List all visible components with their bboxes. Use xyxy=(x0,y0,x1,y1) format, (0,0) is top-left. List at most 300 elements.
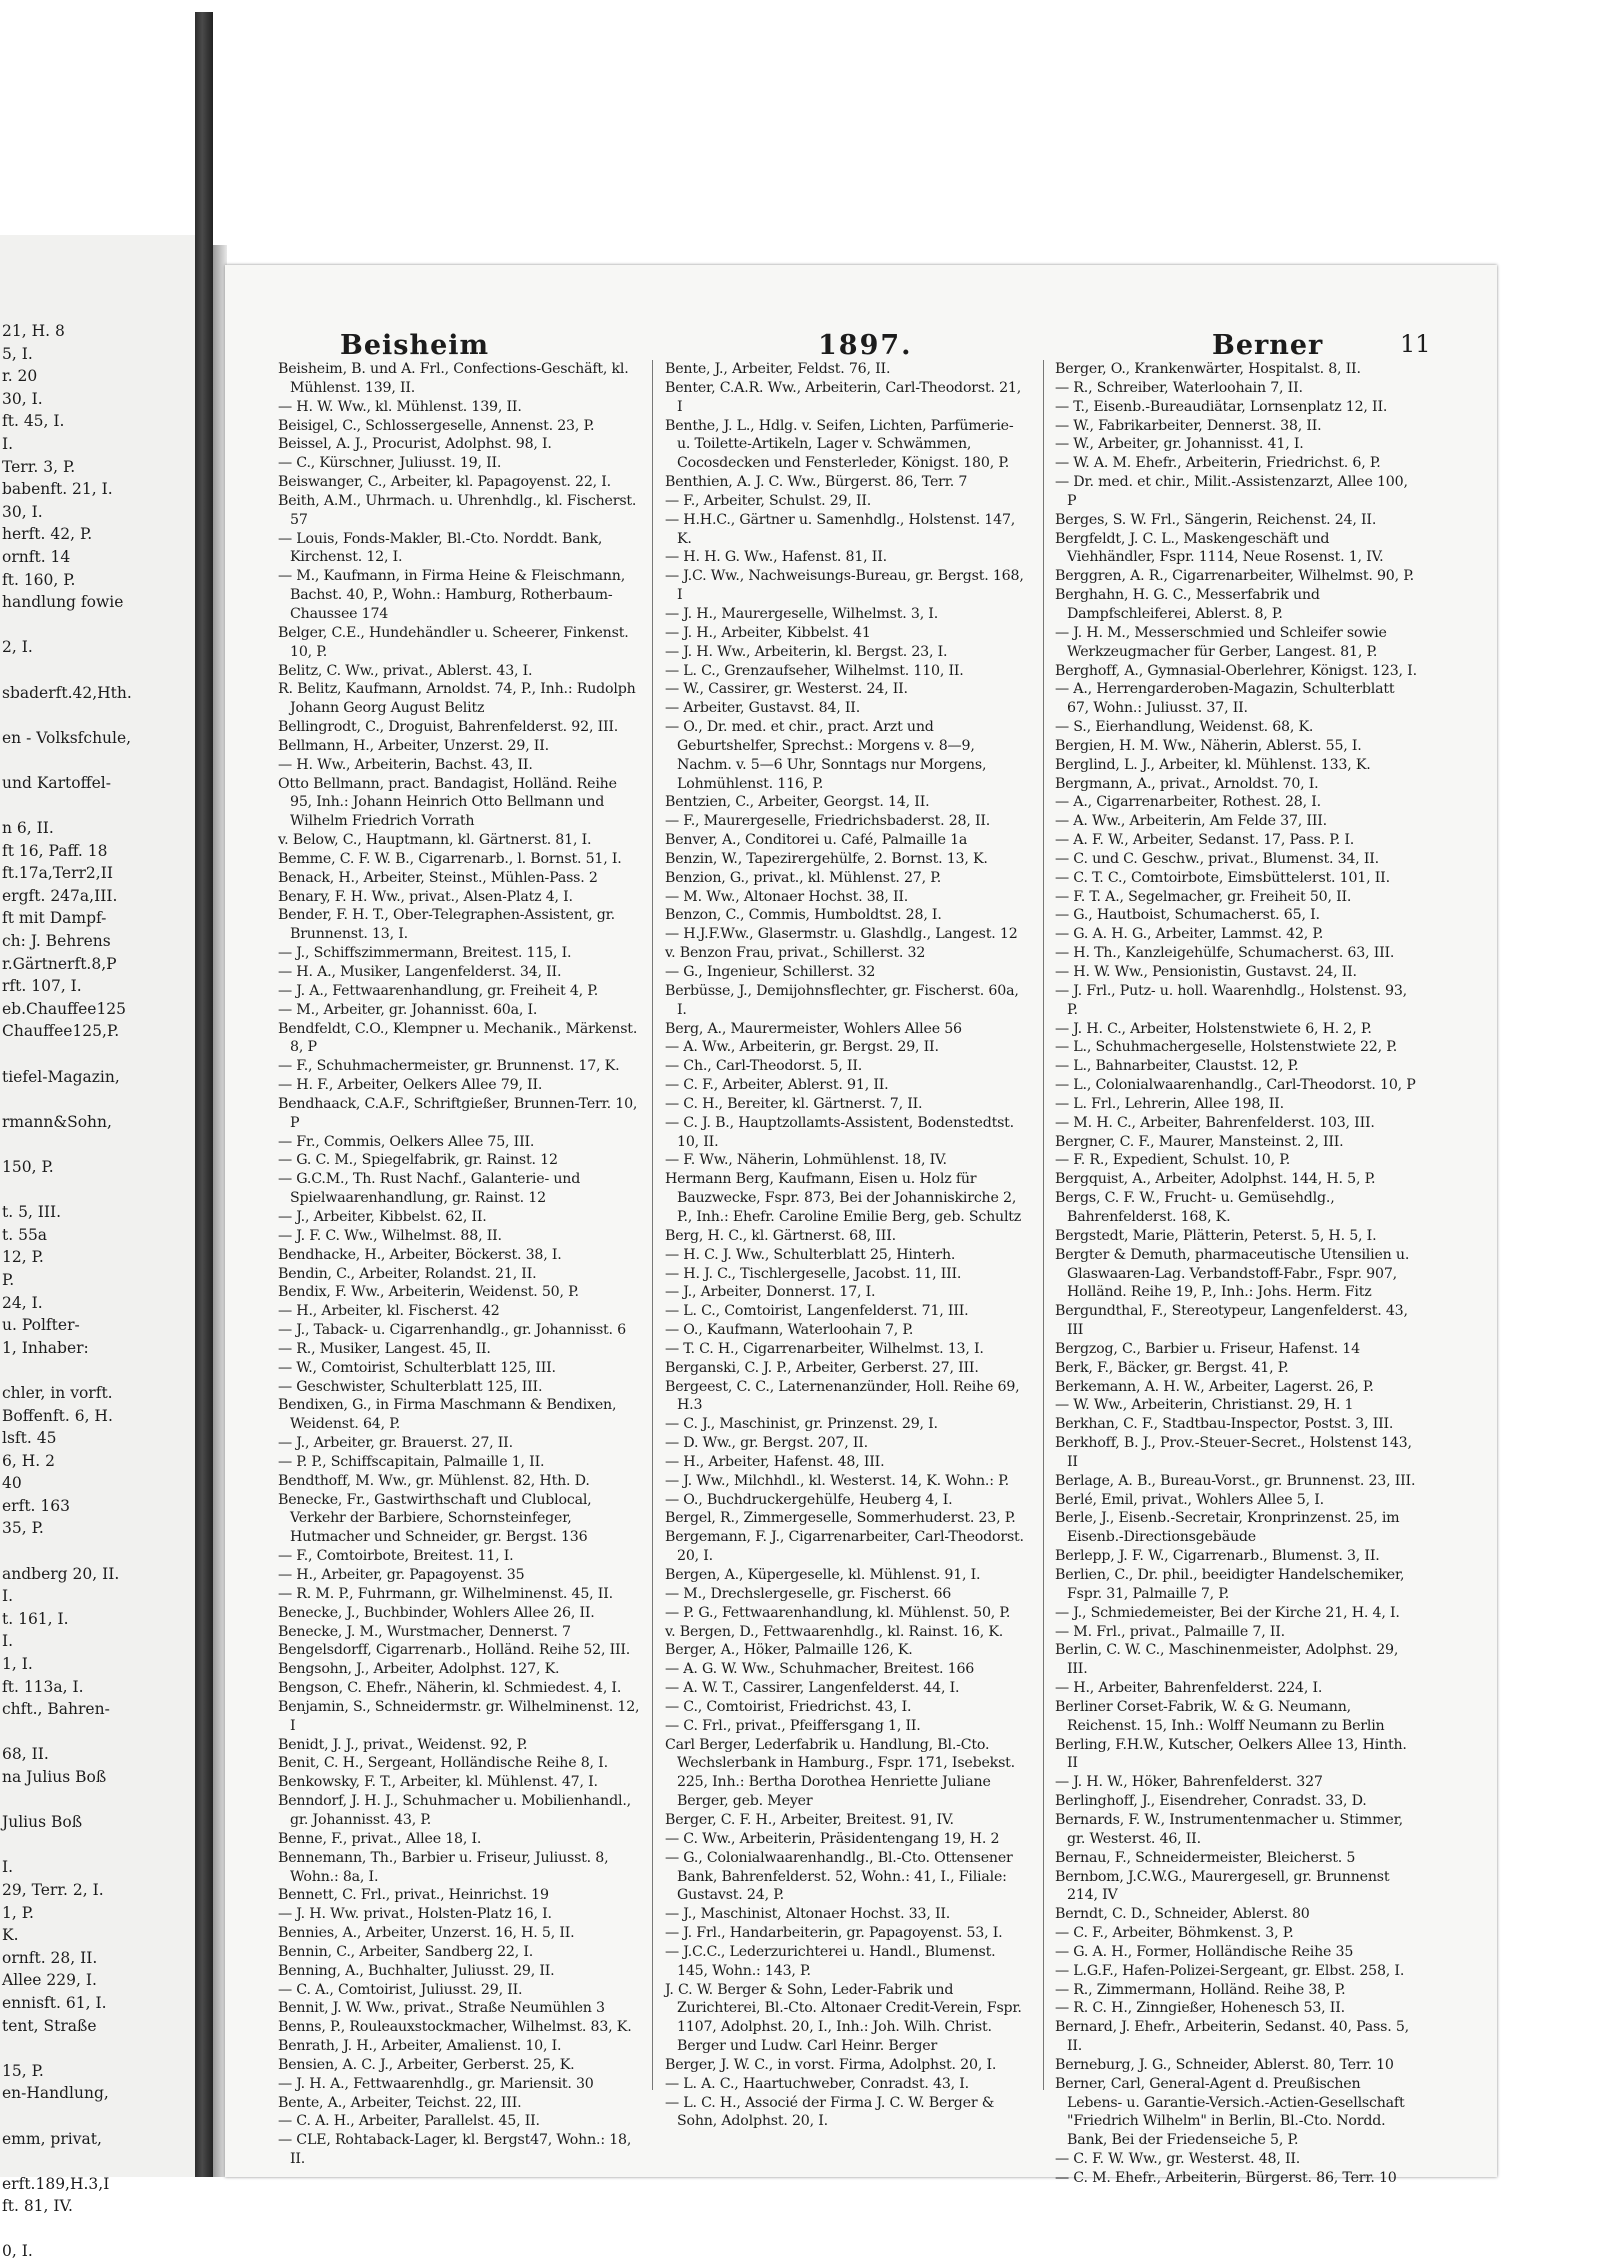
directory-entry: Bendix, F. Ww., Arbeiterin, Weidenst. 50, P. xyxy=(278,1284,579,1301)
directory-entry: Bennies, A., Arbeiter, Unzerst. 16, H. 5, II. xyxy=(278,1925,575,1942)
directory-entry: — C. A. H., Arbeiter, Parallelst. 45, II. xyxy=(278,2113,540,2130)
directory-entry: — J. Frl., Putz- u. holl. Waarenhdlg., Holstenst. 93, P. xyxy=(1055,982,1407,1018)
directory-entry: — J. H., Maurergeselle, Wilhelmst. 3, I. xyxy=(665,605,939,622)
directory-entry: — J., Maschinist, Altonaer Hochst. 33, II. xyxy=(665,1906,951,1923)
directory-entry: — F. R., Expedient, Schulst. 10, P. xyxy=(1055,1152,1291,1169)
directory-entry: — J., Arbeiter, Donnerst. 17, I. xyxy=(665,1284,876,1301)
previous-page-line: lsft. 45 xyxy=(2,1429,57,1448)
directory-entry: — L. C. H., Associé der Firma J. C. W. Berger & Sohn, Adolphst. 20, I. xyxy=(665,2094,995,2130)
directory-entry: Beiswanger, C., Arbeiter, kl. Papagoyenst. 22, I. xyxy=(278,474,611,491)
directory-entry: Beith, A.M., Uhrmach. u. Uhrenhdlg., kl. Fischerst. 57 xyxy=(278,492,637,528)
previous-page-line: I. xyxy=(2,1587,14,1606)
previous-page-line: 30, I. xyxy=(2,502,43,521)
previous-page-line: 30, I. xyxy=(2,389,43,408)
previous-page-line xyxy=(0,1359,195,1382)
directory-entry: — F., Schuhmachermeister, gr. Brunnenst. 17, K. xyxy=(278,1058,620,1075)
directory-entry: — R., Musiker, Langest. 45, II. xyxy=(278,1340,491,1357)
directory-entry: — W., Fabrikarbeiter, Dennerst. 38, II. xyxy=(1055,417,1322,434)
directory-entry: Berger, J. W. C., in vorst. Firma, Adolphst. 20, I. xyxy=(665,2056,997,2073)
directory-entry: Benkowsky, F. T., Arbeiter, kl. Mühlenst. 47, I. xyxy=(278,1774,598,1791)
directory-entry: Bengelsdorff, Cigarrenarb., Holländ. Reihe 52, III. xyxy=(278,1642,631,1659)
previous-page-line: u. Polfter- xyxy=(2,1316,80,1335)
previous-page-line: P. xyxy=(2,1270,15,1289)
directory-entry: — O., Kaufmann, Waterloohain 7, P. xyxy=(665,1322,914,1339)
directory-entry: — J. H. A., Fettwaarenhdlg., gr. Mariensit. 30 xyxy=(278,2075,594,2092)
directory-entry: Berkhoff, B. J., Prov.-Steuer-Secret., Holstenst 143, II xyxy=(1055,1435,1412,1470)
directory-entry: Benver, A., Conditorei u. Café, Palmaille 1a xyxy=(665,832,968,849)
previous-page-line: ennisft. 61, I. xyxy=(2,1993,107,2012)
directory-entry: — W. A. M. Ehefr., Arbeiterin, Friedrichst. 6, P. xyxy=(1055,455,1381,472)
previous-page-line: 5, I. xyxy=(2,344,33,363)
directory-entry: — J.C. Ww., Nachweisungs-Bureau, gr. Bergst. 168, I xyxy=(665,568,1024,604)
directory-entry: Benjamin, S., Schneidermstr. gr. Wilhelminenst. 12, I xyxy=(278,1698,640,1734)
directory-entry: — J. H., Arbeiter, Kibbelst. 41 xyxy=(665,624,871,641)
previous-page-line: herft. 42, P. xyxy=(2,525,93,544)
previous-page-line xyxy=(0,2105,195,2128)
previous-page-line xyxy=(0,1721,195,1744)
previous-page-line: n 6, II. xyxy=(2,819,54,838)
previous-page-line xyxy=(0,2150,195,2173)
directory-entry: Berg, H. C., kl. Gärtnerst. 68, III. xyxy=(665,1227,896,1244)
directory-entry: — J. F. C. Ww., Wilhelmst. 88, II. xyxy=(278,1227,502,1244)
directory-entry: Bergs, C. F. W., Frucht- u. Gemüsehdlg., Bahrenfelderst. 168, K. xyxy=(1055,1190,1335,1225)
directory-entry: — J. A., Fettwaarenhandlung, gr. Freiheit 4, P. xyxy=(278,982,599,999)
directory-entry: Bender, F. H. T., Ober-Telegraphen-Assistent, gr. Brunnenst. 13, I. xyxy=(278,907,615,943)
directory-entry: — H.H.C., Gärtner u. Samenhdlg., Holstenst. 147, K. xyxy=(665,511,1016,547)
previous-page-line: 1, P. xyxy=(2,1903,34,1922)
previous-page-line: ft. 160, P. xyxy=(2,570,76,589)
directory-entry: — T., Eisenb.-Bureaudiätar, Lornsenplatz 12, II. xyxy=(1055,398,1388,415)
directory-entry: — H. A., Musiker, Langenfelderst. 34, II. xyxy=(278,964,562,980)
previous-page-line: 6, H. 2 xyxy=(2,1451,55,1470)
directory-entry: — R., Zimmermann, Holländ. Reihe 38, P. xyxy=(1055,1981,1346,1998)
previous-page-line xyxy=(0,794,195,817)
previous-page-line: ft.17a,Terr2,II xyxy=(2,864,113,883)
previous-page-line: ergft. 247a,III. xyxy=(2,886,118,905)
previous-page-line xyxy=(0,1133,195,1156)
directory-entry: — J.C.C., Lederzurichterei u. Handl., Blumenst. 145, Wohn.: 143, P. xyxy=(665,1943,996,1979)
previous-page-line xyxy=(0,614,195,637)
directory-entry: — L. C., Grenzaufseher, Wilhelmst. 110, II. xyxy=(665,662,964,679)
directory-entry: — J., Schiffszimmermann, Breitest. 115, I. xyxy=(278,945,572,962)
directory-entry: — L., Bahnarbeiter, Claustst. 12, P. xyxy=(1055,1058,1299,1075)
previous-page-line: ft. 45, I. xyxy=(2,412,65,431)
previous-page-text xyxy=(0,320,195,2263)
directory-entry: — L. A. C., Haartuchweber, Conradst. 43, I. xyxy=(665,2075,969,2092)
directory-entry: — J. H. Ww. privat., Holsten-Platz 16, I. xyxy=(278,1906,552,1923)
directory-entry: — H.J.F.Ww., Glasermstr. u. Glashdlg., Langest. 12 xyxy=(665,926,1018,943)
previous-page-line xyxy=(0,1179,195,1202)
directory-entry: Otto Bellmann, pract. Bandagist, Holländ. Reihe 95, Inh.: Johann Heinrich Otto Bellmann und Wilhelm Friedrich Vorrath xyxy=(278,775,617,830)
directory-entry: Bergner, C. F., Maurer, Mansteinst. 2, III. xyxy=(1055,1133,1344,1150)
directory-entry: Berges, S. W. Frl., Sängerin, Reichenst. 24, II. xyxy=(1055,511,1377,528)
previous-page-line: erft. 163 xyxy=(2,1496,70,1515)
directory-column-1 xyxy=(278,360,640,2168)
directory-entry: Berliner Corset-Fabrik, W. & G. Neumann, Reichenst. 15, Inh.: Wolff Neumann zu Berlin xyxy=(1055,1698,1385,1734)
directory-entry: — H. Th., Kanzleigehülfe, Schumacherst. 63, III. xyxy=(1055,945,1395,962)
previous-page-line: 2, I. xyxy=(2,638,33,657)
directory-entry: Berg, A., Maurermeister, Wohlers Allee 56 xyxy=(665,1020,962,1037)
directory-entry: — H., Arbeiter, kl. Fischerst. 42 xyxy=(278,1303,500,1320)
directory-entry: — W., Cassirer, gr. Westerst. 24, II. xyxy=(665,681,908,698)
directory-entry: — CLE, Rohtaback-Lager, kl. Bergst47, Wohn.: 18, II. xyxy=(278,2132,632,2168)
directory-entry: — A. G. W. Ww., Schuhmacher, Breitest. 166 xyxy=(665,1661,975,1678)
directory-entry: — L.G.F., Hafen-Polizei-Sergeant, gr. Elbst. 258, I. xyxy=(1055,1962,1405,1979)
previous-page-line: t. 161, I. xyxy=(2,1609,69,1628)
previous-page-line: Boffenft. 6, H. xyxy=(2,1406,113,1425)
directory-entry: — G., Ingenieur, Schillerst. 32 xyxy=(665,964,876,980)
directory-entry: — Dr. med. et chir., Milit.-Assistenzarzt, Allee 100, P xyxy=(1055,474,1408,509)
directory-entry: — S., Eierhandlung, Weidenst. 68, K. xyxy=(1055,719,1314,736)
column-divider xyxy=(652,360,653,2090)
directory-entry: Berlé, Emil, privat., Wohlers Allee 5, I. xyxy=(1055,1491,1324,1508)
directory-entry: — M. H. C., Arbeiter, Bahrenfelderst. 103, III. xyxy=(1055,1114,1375,1131)
directory-entry: — O., Buchdruckergehülfe, Heuberg 4, I. xyxy=(665,1491,953,1508)
previous-page-line: Chauffee125,P. xyxy=(2,1022,120,1041)
directory-entry: — A. Ww., Arbeiterin, gr. Bergst. 29, II. xyxy=(665,1039,939,1056)
directory-entry: Bengson, C. Ehefr., Näherin, kl. Schmiedest. 4, I. xyxy=(278,1680,622,1697)
directory-entry: Bergter & Demuth, pharmaceutische Utensilien u. Glaswaaren-Lag. Verbandstoff-Fabr., Fspr. 907, Holländ. Reihe 19, P., Inh.: Johs. Herm. Fitz xyxy=(1055,1246,1410,1301)
previous-page-line: t. 55a xyxy=(2,1225,48,1244)
previous-page-line: 1, Inhaber: xyxy=(2,1338,89,1357)
directory-entry: Bente, J., Arbeiter, Feldst. 76, II. xyxy=(665,361,891,377)
previous-page-line: 35, P. xyxy=(2,1519,44,1538)
directory-entry: Bendthoff, M. Ww., gr. Mühlenst. 82, Hth. D. xyxy=(278,1472,590,1489)
previous-page-line: 1, I. xyxy=(2,1655,33,1674)
directory-entry: — J. H. Ww., Arbeiterin, kl. Bergst. 23, I. xyxy=(665,643,948,660)
directory-entry: — H. H. G. Ww., Hafenst. 81, II. xyxy=(665,549,887,566)
previous-page-line: chler, in vorft. xyxy=(2,1383,113,1402)
directory-entry: — F., Maurergeselle, Friedrichsbaderst. 28, II. xyxy=(665,813,991,830)
previous-page-line: Allee 229, I. xyxy=(2,1971,97,1990)
previous-page-line: 29, Terr. 2, I. xyxy=(2,1880,104,1899)
directory-entry: — J., Schmiedemeister, Bei der Kirche 21, H. 4, I. xyxy=(1055,1604,1400,1621)
directory-entry: Berbüsse, J., Demijohnsflechter, gr. Fischerst. 60a, I. xyxy=(665,982,1019,1018)
directory-entry: — C. T. C., Comtoirbote, Eimsbüttelerst. 101, II. xyxy=(1055,869,1390,886)
previous-page-line xyxy=(0,659,195,682)
directory-entry: Berger, C. F. H., Arbeiter, Breitest. 91, IV. xyxy=(665,1811,954,1828)
directory-entry: Hermann Berg, Kaufmann, Eisen u. Holz für Bauzwecke, Fspr. 873, Bei der Johanniskirche 2, P., Inh.: Ehefr. Caroline Emilie Berg, geb. Schultz xyxy=(665,1171,1022,1225)
previous-page-line: t. 5, III. xyxy=(2,1203,62,1222)
directory-entry: Berglind, L. J., Arbeiter, kl. Mühlenst. 133, K. xyxy=(1055,756,1371,773)
directory-entry: Benndorf, J. H. J., Schuhmacher u. Mobilienhandl., gr. Johannisst. 43, P. xyxy=(278,1793,631,1828)
directory-entry: Berlepp, J. F. W., Cigarrenarb., Blumenst. 3, II. xyxy=(1055,1548,1380,1565)
previous-page-line: rft. 107, I. xyxy=(2,977,82,996)
directory-entry: Bernau, F., Schneidermeister, Bleicherst. 5 xyxy=(1055,1849,1356,1866)
directory-entry: Bergmann, A., privat., Arnoldst. 70, I. xyxy=(1055,775,1319,792)
directory-entry: Berneburg, J. G., Schneider, Ablerst. 80, Terr. 10 xyxy=(1055,2056,1394,2073)
page-number: 11 xyxy=(1400,330,1431,358)
directory-entry: — C. J. B., Hauptzollamts-Assistent, Bodenstedtst. 10, II. xyxy=(665,1114,1014,1150)
previous-page-line: 68, II. xyxy=(2,1745,49,1764)
column-divider xyxy=(1043,360,1044,2090)
directory-entry: Benack, H., Arbeiter, Steinst., Mühlen-Pass. 2 xyxy=(278,869,598,886)
directory-entry: Bergfeldt, J. C. L., Maskengeschäft und Viehhändler, Fspr. 1114, Neue Rosenst. 1, IV. xyxy=(1055,530,1384,566)
directory-entry: Berle, J., Eisenb.-Secretair, Kronprinzenst. 25, im Eisenb.-Directionsgebäude xyxy=(1055,1510,1400,1546)
directory-entry: — L. C., Comtoirist, Langenfelderst. 71, III. xyxy=(665,1303,969,1320)
previous-page-line: Terr. 3, P. xyxy=(2,457,76,476)
directory-entry: Bergel, R., Zimmergeselle, Sommerhuderst. 23, P. xyxy=(665,1510,1016,1527)
directory-entry: Berkhan, C. F., Stadtbau-Inspector, Postst. 3, III. xyxy=(1055,1416,1394,1433)
previous-page-line: en-Handlung, xyxy=(2,2084,109,2103)
directory-entry: — Fr., Commis, Oelkers Allee 75, III. xyxy=(278,1133,535,1150)
directory-entry: — A., Herrengarderoben-Magazin, Schulterblatt 67, Wohn.: Juliusst. 37, II. xyxy=(1055,681,1395,717)
directory-entry: Benrath, J. H., Arbeiter, Amalienst. 10, I. xyxy=(278,2038,562,2055)
directory-entry: — C., Kürschner, Juliusst. 19, II. xyxy=(278,455,502,472)
directory-entry: Bergquist, A., Arbeiter, Adolphst. 144, H. 5, P. xyxy=(1055,1171,1376,1188)
directory-entry: Berkemann, A. H. W., Arbeiter, Lagerst. 26, P. xyxy=(1055,1378,1374,1395)
directory-entry: Berggren, A. R., Cigarrenarbeiter, Wilhelmst. 90, P. xyxy=(1055,568,1414,585)
previous-page-line: 40 xyxy=(2,1474,22,1493)
directory-entry: Berlinghoff, J., Eisendreher, Conradst. 33, D. xyxy=(1055,1793,1367,1810)
directory-entry: — G., Hautboist, Schumacherst. 65, I. xyxy=(1055,907,1320,924)
previous-page-line: 15, P. xyxy=(2,2061,44,2080)
header-last-name: Berner xyxy=(1212,330,1324,361)
directory-entry: v. Below, C., Hauptmann, kl. Gärtnerst. 81, I. xyxy=(278,832,592,849)
directory-entry: Benning, A., Buchhalter, Juliusst. 29, II. xyxy=(278,1962,555,1979)
directory-entry: — P. P., Schiffscapitain, Palmaille 1, II. xyxy=(278,1453,545,1470)
directory-entry: — W., Comtoirist, Schulterblatt 125, III. xyxy=(278,1359,556,1376)
directory-entry: Bernbom, J.C.W.G., Maurergesell, gr. Brunnenst 214, IV xyxy=(1055,1868,1390,1904)
previous-page-line xyxy=(0,1834,195,1857)
previous-page-line: emm, privat, xyxy=(2,2129,102,2148)
directory-entry: — G. A. H., Former, Holländische Reihe 35 xyxy=(1055,1943,1354,1960)
directory-entry: — M., Arbeiter, gr. Johannisst. 60a, I. xyxy=(278,1001,538,1018)
directory-entry: — J., Arbeiter, Kibbelst. 62, II. xyxy=(278,1208,487,1225)
directory-entry: — C. und C. Geschw., privat., Blumenst. 34, II. xyxy=(1055,850,1379,867)
directory-entry: Bellmann, H., Arbeiter, Unzerst. 29, II. xyxy=(278,737,549,754)
directory-entry: — J. Frl., Handarbeiterin, gr. Papagoyenst. 53, I. xyxy=(665,1925,1003,1942)
directory-entry: Bendfeldt, C.O., Klempner u. Mechanik., Märkenst. 8, P xyxy=(278,1020,638,1056)
directory-entry: Bergeest, C. C., Laternenanzünder, Holl. Reihe 69, H.3 xyxy=(665,1378,1020,1414)
directory-entry: Berndt, C. D., Schneider, Ablerst. 80 xyxy=(1055,1906,1310,1923)
directory-entry: Benzin, W., Tapezirergehülfe, 2. Bornst. 13, K. xyxy=(665,850,988,867)
previous-page-line: erft.189,H.3,I xyxy=(2,2174,110,2193)
directory-entry: Berlage, A. B., Bureau-Vorst., gr. Brunnenst. 23, III. xyxy=(1055,1472,1416,1489)
directory-entry: Bendhaack, C.A.F., Schriftgießer, Brunnen-Terr. 10, P xyxy=(278,1095,638,1131)
previous-page-line xyxy=(0,704,195,727)
directory-entry: Belitz, C. Ww., privat., Ablerst. 43, I. xyxy=(278,662,533,679)
previous-page-line: 12, P. xyxy=(2,1248,44,1267)
directory-entry: Beisheim, B. und A. Frl., Confections-Geschäft, kl. Mühlenst. 139, II. xyxy=(278,361,629,396)
directory-entry: — H. Ww., Arbeiterin, Bachst. 43, II. xyxy=(278,756,533,773)
directory-entry: — C. F., Arbeiter, Böhmkenst. 3, P. xyxy=(1055,1925,1294,1942)
previous-page-edge xyxy=(0,235,195,2261)
directory-entry: v. Benzon Frau, privat., Schillerst. 32 xyxy=(665,945,926,962)
previous-page-line: ft. 113a, I. xyxy=(2,1677,84,1696)
previous-page-line: rmann&Sohn, xyxy=(2,1112,112,1131)
directory-entry: Bernard, J. Ehefr., Arbeiterin, Sedanst. 40, Pass. 5, II. xyxy=(1055,2019,1409,2055)
directory-entry: — A. F. W., Arbeiter, Sedanst. 17, Pass. P. I. xyxy=(1055,832,1355,849)
directory-entry: Berghoff, A., Gymnasial-Oberlehrer, Königst. 123, I. xyxy=(1055,662,1417,679)
directory-entry: — H., Arbeiter, Hafenst. 48, III. xyxy=(665,1453,885,1470)
directory-entry: — C. M. Ehefr., Arbeiterin, Bürgerst. 86, Terr. 10 xyxy=(1055,2170,1397,2186)
previous-page-line: ft. 81, IV. xyxy=(2,2197,73,2216)
directory-entry: — H. C. J. Ww., Schulterblatt 25, Hinterh. xyxy=(665,1246,956,1263)
directory-entry: — H. J. C., Tischlergeselle, Jacobst. 11, III. xyxy=(665,1265,962,1282)
directory-entry: Bergzog, C., Barbier u. Friseur, Hafenst. 14 xyxy=(1055,1340,1360,1357)
previous-page-line: andberg 20, II. xyxy=(2,1564,120,1583)
directory-entry: — M., Drechslergeselle, gr. Fischerst. 66 xyxy=(665,1585,952,1602)
directory-entry: — C. Ww., Arbeiterin, Präsidentengang 19, H. 2 xyxy=(665,1830,1000,1847)
directory-entry: — J. Ww., Milchhdl., kl. Westerst. 14, K. Wohn.: P. xyxy=(665,1472,1009,1489)
previous-page-line: na Julius Boß xyxy=(2,1768,107,1786)
directory-entry: Berner, Carl, General-Agent d. Preußischen Lebens- u. Garantie-Versich.-Actien-Gesellschaft "Friedrich Wilhelm" in Berlin, Bl.-Cto. Nordd. Bank, Bei der Friedenseiche 5, P. xyxy=(1055,2075,1405,2149)
directory-entry: — M. Ww., Altonaer Hochst. 38, II. xyxy=(665,888,909,905)
directory-entry: Carl Berger, Lederfabrik u. Handlung, Bl.-Cto. Wechslerbank in Hamburg., Fspr. 171, Isebekst. 225, Inh.: Bertha Dorothea Henriette Juliane Berger, geb. Meyer xyxy=(665,1736,1015,1810)
directory-entry: — J. H. W., Höker, Bahrenfelderst. 327 xyxy=(1055,1774,1323,1791)
directory-entry: — L., Colonialwaarenhandlg., Carl-Theodorst. 10, P xyxy=(1055,1077,1416,1094)
directory-entry: Benary, F. H. Ww., privat., Alsen-Platz 4, I. xyxy=(278,888,573,905)
directory-entry: — G. C. M., Spiegelfabrik, gr. Rainst. 12 xyxy=(278,1152,558,1169)
directory-entry: Bendixen, G., in Firma Maschmann & Bendixen, Weidenst. 64, P. xyxy=(278,1397,617,1433)
directory-entry: — Louis, Fonds-Makler, Bl.-Cto. Norddt. Bank, Kirchenst. 12, I. xyxy=(278,530,603,566)
previous-page-line: K. xyxy=(2,1926,19,1945)
directory-entry: Bergundthal, F., Stereotypeur, Langenfelderst. 43, III xyxy=(1055,1303,1408,1339)
directory-entry: — A. W. T., Cassirer, Langenfelderst. 44, I. xyxy=(665,1680,960,1697)
directory-entry: Bemme, C. F. W. B., Cigarrenarb., l. Bornst. 51, I. xyxy=(278,850,622,867)
directory-entry: — J., Arbeiter, gr. Brauerst. 27, II. xyxy=(278,1435,513,1452)
directory-entry: Berger, O., Krankenwärter, Hospitalst. 8, II. xyxy=(1055,361,1361,377)
directory-column-2 xyxy=(665,360,1027,2145)
directory-entry: Berk, F., Bäcker, gr. Bergst. 41, P. xyxy=(1055,1359,1289,1376)
directory-entry: — G.C.M., Th. Rust Nachf., Galanterie- und Spielwaarenhandlung, gr. Rainst. 12 xyxy=(278,1171,581,1207)
previous-page-line: I. xyxy=(2,1858,14,1877)
directory-entry: Bente, A., Arbeiter, Teichst. 22, III. xyxy=(278,2094,522,2111)
directory-entry: Bergemann, F. J., Cigarrenarbeiter, Carl-Theodorst. 20, I. xyxy=(665,1529,1024,1565)
directory-entry: — M. Frl., privat., Palmaille 7, II. xyxy=(1055,1623,1285,1640)
directory-entry: — J., Taback- u. Cigarrenhandlg., gr. Johannisst. 6 xyxy=(278,1322,626,1339)
directory-entry: — F. T. A., Segelmacher, gr. Freiheit 50, II. xyxy=(1055,888,1352,905)
previous-page-line: ft 16, Paff. 18 xyxy=(2,841,108,860)
previous-page-line: handlung fowie xyxy=(2,593,124,612)
previous-page-line: 21, H. 8 xyxy=(2,322,65,340)
previous-page-line: 0, I. xyxy=(2,2242,33,2261)
directory-entry: — C. F., Arbeiter, Ablerst. 91, II. xyxy=(665,1077,889,1094)
directory-entry: — H. F., Arbeiter, Oelkers Allee 79, II. xyxy=(278,1077,543,1094)
previous-page-line: ch: J. Behrens xyxy=(2,932,111,951)
directory-column-3 xyxy=(1055,360,1417,2186)
directory-entry: J. C. W. Berger & Sohn, Leder-Fabrik und Zurichterei, Bl.-Cto. Altonaer Credit-Verein, Fspr. 1107, Adolphst. 20, I., Inh.: Joh. Wilh. Christ. Berger und Ludw. Carl Heinr. Berger xyxy=(665,1981,1022,2055)
directory-entry: — H., Arbeiter, gr. Papagoyenst. 35 xyxy=(278,1567,525,1583)
directory-entry: Benter, C.A.R. Ww., Arbeiterin, Carl-Theodorst. 21, I xyxy=(665,379,1022,415)
directory-entry: — F. Ww., Näherin, Lohmühlenst. 18, IV. xyxy=(665,1152,947,1169)
directory-entry: — C. Frl., privat., Pfeiffersgang 1, II. xyxy=(665,1717,921,1734)
previous-page-line xyxy=(0,1088,195,1111)
directory-entry: — H. W. Ww., Pensionistin, Gustavst. 24, II. xyxy=(1055,964,1357,980)
previous-page-line: ornft. 14 xyxy=(2,547,71,566)
directory-entry: — L. Frl., Lehrerin, Allee 198, II. xyxy=(1055,1095,1284,1112)
directory-entry: Berganski, C. J. P., Arbeiter, Gerberst. 27, III. xyxy=(665,1359,979,1376)
previous-page-line xyxy=(0,1789,195,1812)
directory-entry: Berghahn, H. G. C., Messerfabrik und Dampfschleiferei, Ablerst. 8, P. xyxy=(1055,587,1320,622)
previous-page-line: sbaderft.42,Hth. xyxy=(2,683,132,702)
previous-page-line: en - Volksfchule, xyxy=(2,728,132,747)
directory-entry: Bennin, C., Arbeiter, Sandberg 22, I. xyxy=(278,1943,534,1960)
directory-entry: — R. C. H., Zinngießer, Hohenesch 53, II. xyxy=(1055,2000,1345,2017)
directory-entry: Bellingrodt, C., Droguist, Bahrenfelderst. 92, III. xyxy=(278,719,619,736)
directory-entry: — F., Comtoirbote, Breitest. 11, I. xyxy=(278,1548,514,1565)
directory-entry: — C. F. W. Ww., gr. Westerst. 48, II. xyxy=(1055,2151,1301,2168)
directory-entry: Bernards, F. W., Instrumentenmacher u. Stimmer, gr. Westerst. 46, II. xyxy=(1055,1811,1403,1847)
directory-entry: Bensien, A. C. J., Arbeiter, Gerberst. 25, K. xyxy=(278,2056,575,2073)
previous-page-line: und Kartoffel- xyxy=(2,773,111,792)
header-first-name: Beisheim xyxy=(340,330,490,361)
directory-entry: Bergien, H. M. Ww., Näherin, Ablerst. 55, I. xyxy=(1055,737,1362,754)
directory-entry: — A. Ww., Arbeiterin, Am Felde 37, III. xyxy=(1055,813,1327,830)
directory-entry: — W. Ww., Arbeiterin, Christianst. 29, H. 1 xyxy=(1055,1397,1354,1414)
directory-entry: Benidt, J. J., privat., Weidenst. 92, P. xyxy=(278,1736,528,1753)
previous-page-line: Julius Boß xyxy=(2,1813,83,1832)
directory-entry: — T. C. H., Cigarrenarbeiter, Wilhelmst. 13, I. xyxy=(665,1340,984,1357)
directory-entry: Belger, C.E., Hundehändler u. Scheerer, Finkenst. 10, P. xyxy=(278,624,629,660)
directory-entry: v. Bergen, D., Fettwaarenhdlg., kl. Rainst. 16, K. xyxy=(665,1623,1004,1640)
directory-entry: — O., Dr. med. et chir., pract. Arzt und Geburtshelfer, Sprechst.: Morgens v. 8—9, Nachm. v. 5—6 Uhr, Sonntags nur Morgens, Lohmühlenst. 116, P. xyxy=(665,719,987,792)
directory-entry: Bengsohn, J., Arbeiter, Adolphst. 127, K. xyxy=(278,1661,560,1678)
directory-entry: Beisigel, C., Schlossergeselle, Annenst. 23, P. xyxy=(278,417,595,434)
previous-page-line: I. xyxy=(2,1632,14,1651)
previous-page-line: 24, I. xyxy=(2,1293,43,1312)
directory-entry: Bennemann, Th., Barbier u. Friseur, Juliusst. 8, Wohn.: 8a, I. xyxy=(278,1849,609,1885)
previous-page-line: chft., Bahren- xyxy=(2,1700,110,1719)
previous-page-line: babenft. 21, I. xyxy=(2,480,113,499)
directory-entry: Beissel, A. J., Procurist, Adolphst. 98, I. xyxy=(278,436,552,453)
directory-entry: Bentzien, C., Arbeiter, Georgst. 14, II. xyxy=(665,794,930,811)
previous-page-line: r. 20 xyxy=(2,367,38,386)
directory-entry: — H., Arbeiter, Bahrenfelderst. 224, I. xyxy=(1055,1680,1323,1697)
directory-entry: — H. W. Ww., kl. Mühlenst. 139, II. xyxy=(278,398,522,415)
directory-entry: R. Belitz, Kaufmann, Arnoldst. 74, P., Inh.: Rudolph Johann Georg August Belitz xyxy=(278,681,636,717)
directory-entry: — Arbeiter, Gustavst. 84, II. xyxy=(665,700,860,717)
directory-entry: Bergstedt, Marie, Plätterin, Peterst. 5, H. 5, I. xyxy=(1055,1227,1377,1244)
directory-entry: Bennett, C. Frl., privat., Heinrichst. 19 xyxy=(278,1887,549,1904)
directory-entry: — W., Arbeiter, gr. Johannisst. 41, I. xyxy=(1055,436,1304,453)
previous-page-line xyxy=(0,1540,195,1563)
previous-page-line: 150, P. xyxy=(2,1157,54,1176)
previous-page-line: I. xyxy=(2,434,14,453)
directory-entry: Bergen, A., Küpergeselle, kl. Mühlenst. 91, I. xyxy=(665,1567,981,1583)
directory-entry: Bendin, C., Arbeiter, Rolandst. 21, II. xyxy=(278,1265,537,1282)
previous-page-line: eb.Chauffee125 xyxy=(2,999,127,1018)
directory-entry: — R. M. P., Fuhrmann, gr. Wilhelminenst. 45, II. xyxy=(278,1585,613,1602)
directory-entry: Benecke, J. M., Wurstmacher, Dennerst. 7 xyxy=(278,1623,571,1640)
directory-entry: Berger, A., Höker, Palmaille 126, K. xyxy=(665,1642,913,1659)
book-spine xyxy=(195,12,213,2177)
directory-entry: — C. H., Bereiter, kl. Gärtnerst. 7, II. xyxy=(665,1095,923,1112)
previous-page-line: tent, Straße xyxy=(2,2016,97,2035)
directory-entry: — D. Ww., gr. Bergst. 207, II. xyxy=(665,1435,868,1452)
directory-entry: — P. G., Fettwaarenhandlung, kl. Mühlenst. 50, P. xyxy=(665,1604,1011,1621)
directory-entry: Benecke, Fr., Gastwirthschaft und Clublocal, Verkehr der Barbiere, Schornsteinfeger, Hutmacher und Schneider, gr. Bergst. 136 xyxy=(278,1491,592,1546)
directory-entry: — M., Kaufmann, in Firma Heine & Fleischmann, Bachst. 40, P., Wohn.: Hamburg, Rotherbaum-Chaussee 174 xyxy=(278,568,626,622)
previous-page-line: r.Gärtnerft.8,P xyxy=(2,954,117,973)
directory-entry: — J. H. C., Arbeiter, Holstenstwiete 6, H. 2, P. xyxy=(1055,1020,1372,1037)
directory-entry: Bennit, J. W. Ww., privat., Straße Neumühlen 3 xyxy=(278,2000,605,2017)
previous-page-line: tiefel-Magazin, xyxy=(2,1067,120,1086)
directory-entry: — Geschwister, Schulterblatt 125, III. xyxy=(278,1378,543,1395)
directory-entry: Benzion, G., privat., kl. Mühlenst. 27, P. xyxy=(665,869,942,886)
directory-entry: Benecke, J., Buchbinder, Wohlers Allee 26, II. xyxy=(278,1604,595,1621)
previous-page-line xyxy=(0,749,195,772)
directory-entry: Berlien, C., Dr. phil., beeidigter Handelschemiker, Fspr. 31, Palmaille 7, P. xyxy=(1055,1567,1405,1602)
directory-entry: — A., Cigarrenarbeiter, Rothest. 28, I. xyxy=(1055,794,1321,811)
directory-entry: Benns, P., Rouleauxstockmacher, Wilhelmst. 83, K. xyxy=(278,2019,632,2036)
previous-page-line xyxy=(0,1043,195,1066)
directory-entry: — F., Arbeiter, Schulst. 29, II. xyxy=(665,492,872,509)
previous-page-line xyxy=(0,2218,195,2241)
directory-entry: Berling, F.H.W., Kutscher, Oelkers Allee 13, Hinth. II xyxy=(1055,1736,1407,1772)
directory-entry: Benthe, J. L., Hdlg. v. Seifen, Lichten, Parfümerie- u. Toilette-Artikeln, Lager v. Schwämmen, Cocosdecken und Fensterleder, Königst. 180, P. xyxy=(665,417,1014,472)
